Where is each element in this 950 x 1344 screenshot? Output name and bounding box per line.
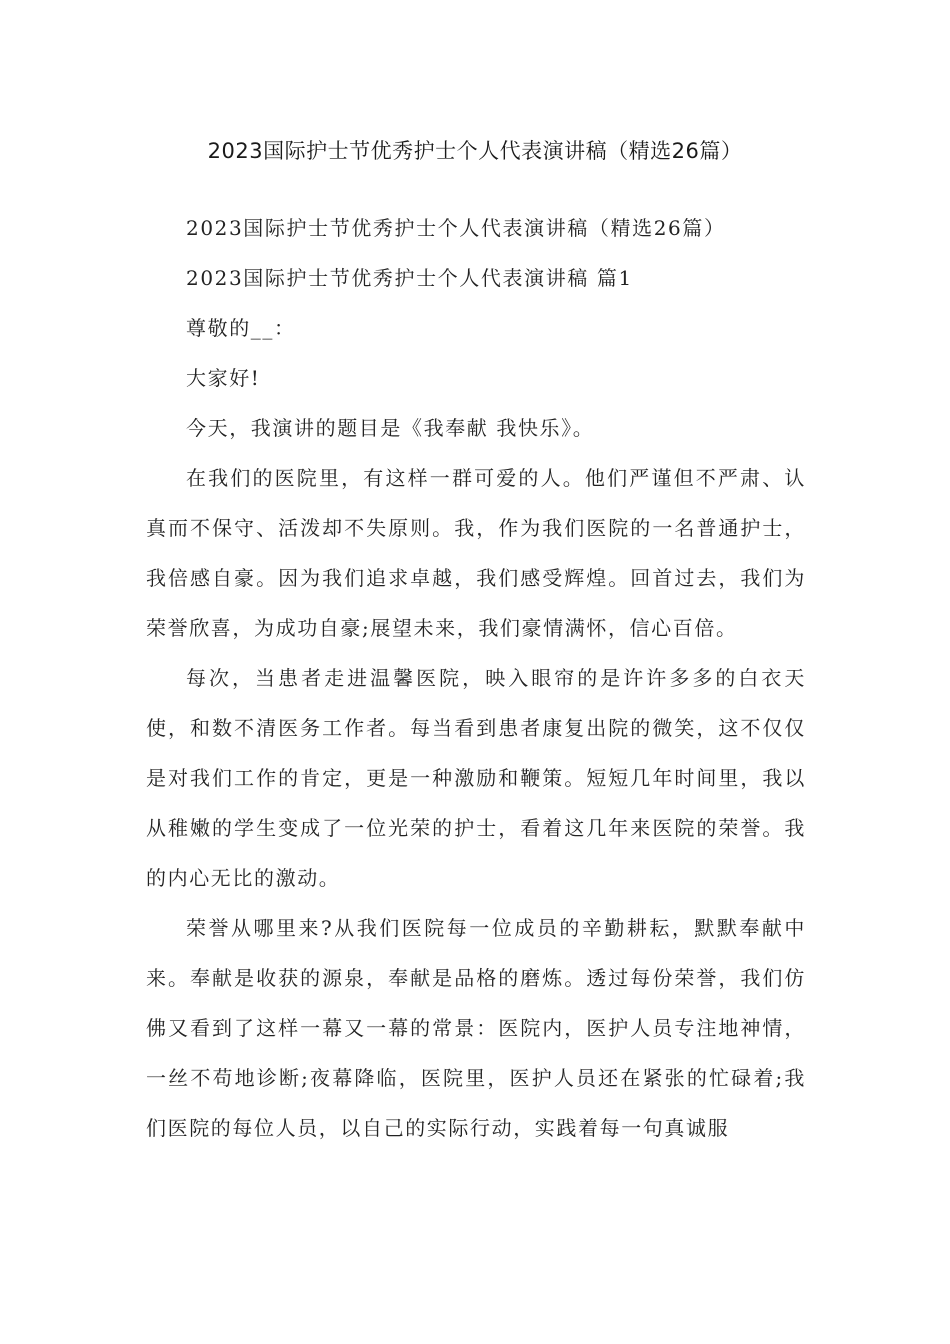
paragraph-salutation: 尊敬的__： xyxy=(186,316,296,340)
paragraph-body: 在我们的医院里，有这样一群可爱的人。他们严谨但不严肃、认真而不保守、活泼却不失原则。我，作为我们医院的一名普通护士，我倍感自豪。因为我们追求卓越，我们感受辉煌。回首过去，我们为荣誉欣喜，为成功自豪;展望未来，我们豪情满怀，信心百倍。 xyxy=(146,466,806,640)
paragraph-body: 荣誉从哪里来?从我们医院每一位成员的辛勤耕耘，默默奉献中来。奉献是收获的源泉，奉献是品格的磨炼。透过每份荣誉，我们仿佛又看到了这样一幕又一幕的常景：医院内，医护人员专注地神情，一丝不苟地诊断;夜幕降临，医院里，医护人员还在紧张的忙碌着;我们医院的每位人员，以自己的实际行动，实践着每一句真诚服 xyxy=(146,916,806,1140)
paragraph-greeting: 大家好! xyxy=(186,366,261,390)
paragraph-subtitle: 2023国际护士节优秀护士个人代表演讲稿（精选26篇） xyxy=(186,216,726,240)
paragraph-section-heading: 2023国际护士节优秀护士个人代表演讲稿 篇1 xyxy=(186,266,633,290)
paragraph-topic: 今天，我演讲的题目是《我奉献 我快乐》。 xyxy=(186,416,595,440)
document-title: 2023国际护士节优秀护士个人代表演讲稿（精选26篇） xyxy=(207,139,743,163)
paragraph-body: 每次，当患者走进温馨医院，映入眼帘的是许许多多的白衣天使，和数不清医务工作者。每当看到患者康复出院的微笑，这不仅仅是对我们工作的肯定，更是一种激励和鞭策。短短几年时间里，我以从稚嫩的学生变成了一位光荣的护士，看着这几年来医院的荣誉。我的内心无比的激动。 xyxy=(146,666,806,890)
document-body xyxy=(146,203,806,1153)
